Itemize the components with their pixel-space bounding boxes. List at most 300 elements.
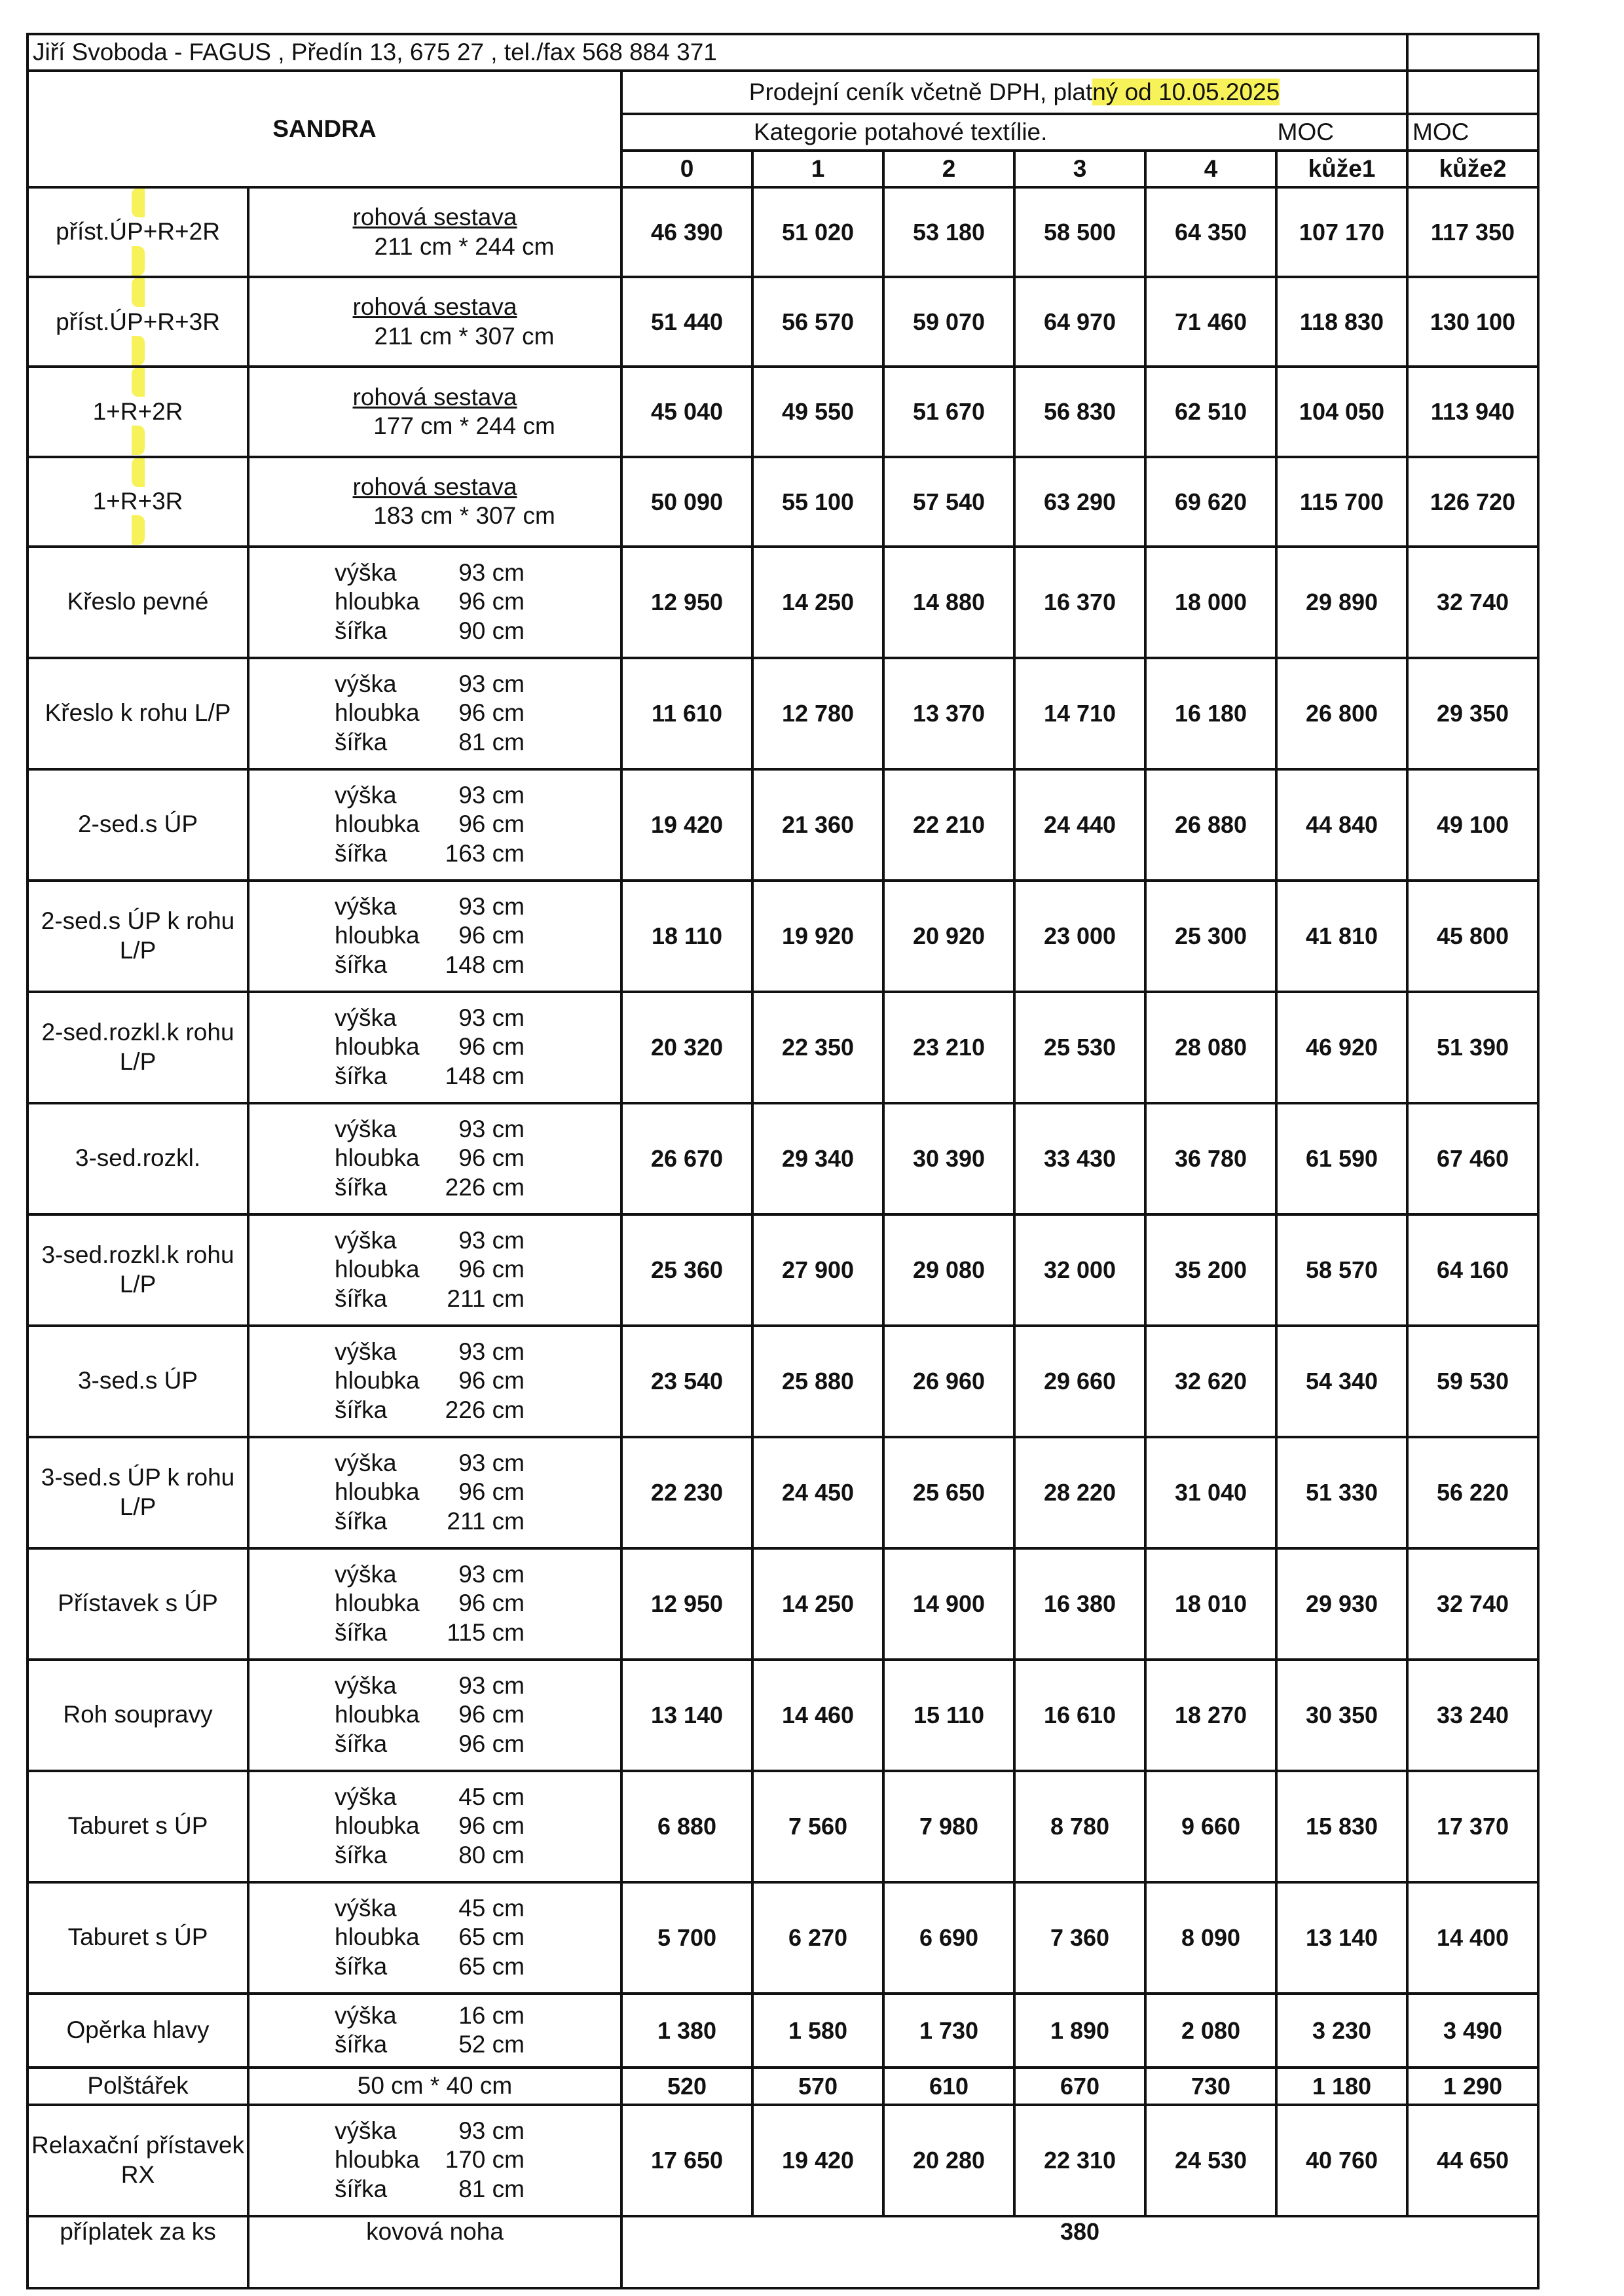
price-cell: 59 530 xyxy=(1407,1326,1538,1437)
price-cell: 32 620 xyxy=(1145,1326,1276,1437)
product-description xyxy=(248,277,621,367)
product-name xyxy=(28,1214,248,1326)
price-cell: 7 360 xyxy=(1014,1882,1145,1994)
price-cell: 25 880 xyxy=(752,1326,883,1437)
product-name xyxy=(28,2105,248,2216)
product-name xyxy=(28,1771,248,1882)
table-row xyxy=(28,1437,1538,1548)
table-row xyxy=(28,2105,1538,2216)
dimension-line xyxy=(249,1783,620,1812)
dimension-label: hloubka xyxy=(335,1812,420,1840)
price-cell: 22 350 xyxy=(752,992,883,1103)
price-cell: 29 890 xyxy=(1276,547,1407,658)
dimension-value: 96 cm xyxy=(458,1812,525,1840)
dimension-label: hloubka xyxy=(335,1144,420,1172)
table-row xyxy=(28,1214,1538,1326)
price-cell: 45 800 xyxy=(1407,881,1538,992)
dimension-value: 170 cm xyxy=(445,2146,525,2174)
price-cell: 1 890 xyxy=(1014,1994,1145,2068)
price-cell: 12 780 xyxy=(752,658,883,769)
product-name xyxy=(28,547,248,658)
dimension-line xyxy=(249,892,620,921)
table-row xyxy=(28,277,1538,367)
description-size: 183 cm * 307 cm xyxy=(373,502,555,530)
table-row xyxy=(28,547,1538,658)
price-cell: 51 440 xyxy=(621,277,752,367)
price-cell: 64 160 xyxy=(1407,1214,1538,1326)
price-cell: 32 000 xyxy=(1014,1214,1145,1326)
product-description xyxy=(248,187,621,277)
price-cell: 31 040 xyxy=(1145,1437,1276,1548)
price-cell: 3 230 xyxy=(1276,1994,1407,2068)
dimension-value: 148 cm xyxy=(445,951,525,978)
price-cell: 13 370 xyxy=(883,658,1014,769)
dimension-label: výška xyxy=(335,1449,397,1477)
dimension-line xyxy=(249,587,620,616)
product-name xyxy=(28,1548,248,1660)
price-cell: 50 090 xyxy=(621,457,752,547)
dimension-value: 96 cm xyxy=(458,1033,525,1061)
dimension-label: šířka xyxy=(335,839,388,867)
price-cell: 1 290 xyxy=(1407,2068,1538,2105)
price-cell: 29 350 xyxy=(1407,658,1538,769)
product-name-label: 3-sed.rozkl.k rohu L/P xyxy=(41,1241,234,1298)
dimension-value: 211 cm xyxy=(447,1507,525,1535)
product-name-label: 3-sed.rozkl. xyxy=(75,1144,201,1172)
price-cell: 51 020 xyxy=(752,187,883,277)
price-cell: 29 930 xyxy=(1276,1548,1407,1660)
price-cell: 1 730 xyxy=(883,1994,1014,2068)
surcharge-description: kovová noha xyxy=(248,2216,621,2288)
dimension-value: 96 cm xyxy=(458,1367,525,1394)
dimension-line xyxy=(249,2175,620,2204)
price-cell: 7 980 xyxy=(883,1771,1014,1882)
price-cell: 30 350 xyxy=(1276,1660,1407,1771)
dimension-line xyxy=(249,1589,620,1618)
product-description xyxy=(248,367,621,456)
price-cell: 15 830 xyxy=(1276,1771,1407,1882)
dimension-value: 93 cm xyxy=(458,559,525,587)
description-title: rohová sestava xyxy=(352,383,517,410)
dimension-line xyxy=(249,2030,620,2059)
price-cell: 22 210 xyxy=(883,769,1014,881)
dimension-value: 96 cm xyxy=(458,699,525,727)
price-cell: 14 460 xyxy=(752,1660,883,1771)
dimension-label: hloubka xyxy=(335,1256,420,1283)
table-row xyxy=(28,1326,1538,1437)
dimension-value: 93 cm xyxy=(458,2117,525,2145)
product-title: SANDRA xyxy=(28,71,621,187)
dimension-label: hloubka xyxy=(335,1367,420,1394)
table-row xyxy=(28,992,1538,1103)
dimension-value: 81 cm xyxy=(458,2175,525,2202)
product-name-label: 2-sed.s ÚP k rohu L/P xyxy=(41,907,235,964)
price-cell: 19 420 xyxy=(621,769,752,881)
product-description xyxy=(248,547,621,658)
table-row xyxy=(28,1882,1538,1994)
dimension-label: šířka xyxy=(335,2175,388,2202)
dimension-line xyxy=(249,1449,620,1478)
product-name-label: Relaxační přístavek RX xyxy=(31,2132,244,2188)
dimension-value: 80 cm xyxy=(458,1841,525,1868)
price-cell: 18 010 xyxy=(1145,1548,1276,1660)
price-cell: 62 510 xyxy=(1145,367,1276,456)
price-cell: 104 050 xyxy=(1276,367,1407,456)
dimension-label: výška xyxy=(335,1227,397,1254)
price-cell: 55 100 xyxy=(752,457,883,547)
price-cell: 8 780 xyxy=(1014,1771,1145,1882)
dimension-line xyxy=(249,2001,620,2030)
company-row xyxy=(28,34,1538,71)
price-cell: 118 830 xyxy=(1276,277,1407,367)
dimension-value: 96 cm xyxy=(458,588,525,615)
product-name xyxy=(28,277,248,367)
dimension-label: výška xyxy=(335,1895,397,1922)
price-cell: 14 250 xyxy=(752,547,883,658)
dimension-label: hloubka xyxy=(335,1590,420,1617)
dimension-value: 93 cm xyxy=(458,1449,525,1477)
dimension-line xyxy=(249,2145,620,2174)
dimension-line xyxy=(249,699,620,727)
dimension-label: výška xyxy=(335,1783,397,1811)
table-row xyxy=(28,881,1538,992)
price-cell: 22 310 xyxy=(1014,2105,1145,2216)
moc-label: MOC xyxy=(1277,118,1334,145)
price-cell: 26 960 xyxy=(883,1326,1014,1437)
dimension-label: výška xyxy=(335,1672,397,1700)
price-cell: 29 340 xyxy=(752,1103,883,1214)
dimension-value: 211 cm xyxy=(447,1285,525,1312)
table-row xyxy=(28,187,1538,277)
price-cell: 58 570 xyxy=(1276,1214,1407,1326)
dimension-label: hloubka xyxy=(335,699,420,727)
price-cell: 59 070 xyxy=(883,277,1014,367)
product-description xyxy=(248,2105,621,2216)
price-cell: 730 xyxy=(1145,2068,1276,2105)
product-name-label: 3-sed.s ÚP xyxy=(77,1367,198,1394)
dimension-label: výška xyxy=(335,2117,397,2145)
product-name-label: Polštářek xyxy=(87,2071,189,2099)
dimension-label: šířka xyxy=(335,1285,388,1312)
dimension-value: 65 cm xyxy=(458,1952,525,1980)
price-note xyxy=(621,71,1407,114)
dimension-value: 148 cm xyxy=(445,1062,525,1089)
dimension-line xyxy=(249,1285,620,1313)
price-cell: 12 950 xyxy=(621,1548,752,1660)
price-cell: 51 390 xyxy=(1407,992,1538,1103)
dimension-value: 93 cm xyxy=(458,1116,525,1143)
price-cell: 2 080 xyxy=(1145,1994,1276,2068)
dimension-value: 226 cm xyxy=(445,1173,525,1201)
blank-cell xyxy=(1407,71,1538,114)
price-cell: 14 710 xyxy=(1014,658,1145,769)
price-cell: 115 700 xyxy=(1276,457,1407,547)
dimension-value: 65 cm xyxy=(458,1923,525,1951)
moc-label-2: MOC xyxy=(1407,114,1538,151)
dimension-line xyxy=(249,1730,620,1758)
dimension-label: šířka xyxy=(335,951,388,978)
dimension-value: 96 cm xyxy=(458,1478,525,1506)
price-cell: 56 570 xyxy=(752,277,883,367)
price-cell: 16 370 xyxy=(1014,547,1145,658)
dimension-label: výška xyxy=(335,2001,397,2029)
product-name-label: Roh soupravy xyxy=(63,1701,213,1728)
dimension-label: výška xyxy=(335,559,397,587)
product-name xyxy=(28,658,248,769)
price-cell: 26 670 xyxy=(621,1103,752,1214)
price-cell: 25 300 xyxy=(1145,881,1276,992)
dimension-label: výška xyxy=(335,1004,397,1032)
price-cell: 24 530 xyxy=(1145,2105,1276,2216)
product-name xyxy=(28,1994,248,2068)
dimension-line xyxy=(249,1062,620,1091)
price-cell: 670 xyxy=(1014,2068,1145,2105)
price-cell: 113 940 xyxy=(1407,367,1538,456)
price-cell: 9 660 xyxy=(1145,1771,1276,1882)
product-description xyxy=(248,1548,621,1660)
price-cell: 126 720 xyxy=(1407,457,1538,547)
description-size: 211 cm * 307 cm xyxy=(374,322,555,350)
dimension-line xyxy=(249,1952,620,1981)
dimension-label: šířka xyxy=(335,2031,388,2058)
price-cell: 58 500 xyxy=(1014,187,1145,277)
dimension-value: 93 cm xyxy=(458,893,525,920)
price-cell: 17 650 xyxy=(621,2105,752,2216)
dimension-line xyxy=(249,781,620,810)
column-header: kůže2 xyxy=(1407,151,1538,187)
price-cell: 23 000 xyxy=(1014,881,1145,992)
product-name xyxy=(28,457,248,547)
price-cell: 44 840 xyxy=(1276,769,1407,881)
dimension-label: šířka xyxy=(335,1841,388,1868)
product-description xyxy=(248,1882,621,1994)
price-cell: 24 440 xyxy=(1014,769,1145,881)
dimension-label: šířka xyxy=(335,1730,388,1757)
price-cell: 28 220 xyxy=(1014,1437,1145,1548)
dimension-line xyxy=(249,1812,620,1840)
validity-date: ný od 10.05.2025 xyxy=(1092,78,1280,105)
description-size: 211 cm * 244 cm xyxy=(374,232,555,260)
product-description xyxy=(248,1214,621,1326)
table-row xyxy=(28,769,1538,881)
price-cell: 51 670 xyxy=(883,367,1014,456)
dimension-line xyxy=(249,617,620,646)
price-cell: 14 250 xyxy=(752,1548,883,1660)
surcharge-price: 380 xyxy=(621,2216,1538,2288)
price-cell: 6 690 xyxy=(883,1882,1014,1994)
dimension-line xyxy=(249,558,620,587)
price-cell: 23 210 xyxy=(883,992,1014,1103)
table-row xyxy=(28,457,1538,547)
price-cell: 41 810 xyxy=(1276,881,1407,992)
product-description xyxy=(248,658,621,769)
price-cell: 18 270 xyxy=(1145,1660,1276,1771)
price-cell: 130 100 xyxy=(1407,277,1538,367)
product-name xyxy=(28,1326,248,1437)
dimension-label: šířka xyxy=(335,1062,388,1089)
price-cell: 24 450 xyxy=(752,1437,883,1548)
highlight-marker xyxy=(29,367,247,455)
price-cell: 7 560 xyxy=(752,1771,883,1882)
price-cell: 23 540 xyxy=(621,1326,752,1437)
dimension-line xyxy=(249,1478,620,1506)
price-cell: 570 xyxy=(752,2068,883,2105)
dimension-line xyxy=(249,1700,620,1729)
product-name xyxy=(28,1437,248,1548)
dimension-value: 226 cm xyxy=(445,1396,525,1423)
dimension-value: 93 cm xyxy=(458,670,525,698)
price-cell: 63 290 xyxy=(1014,457,1145,547)
product-description xyxy=(248,1660,621,1771)
dimension-label: šířka xyxy=(335,617,388,644)
price-cell: 32 740 xyxy=(1407,1548,1538,1660)
column-header: 0 xyxy=(621,151,752,187)
column-header: kůže1 xyxy=(1276,151,1407,187)
price-cell: 67 460 xyxy=(1407,1103,1538,1214)
price-cell: 20 920 xyxy=(883,881,1014,992)
dimension-label: šířka xyxy=(335,1396,388,1423)
dimension-line xyxy=(249,1226,620,1255)
price-cell: 69 620 xyxy=(1145,457,1276,547)
price-cell: 54 340 xyxy=(1276,1326,1407,1437)
dimension-line xyxy=(249,1366,620,1395)
price-cell: 64 970 xyxy=(1014,277,1145,367)
category-label: Kategorie potahové textílie. xyxy=(754,118,1048,145)
price-cell: 51 330 xyxy=(1276,1437,1407,1548)
price-cell: 14 400 xyxy=(1407,1882,1538,1994)
product-name xyxy=(28,769,248,881)
dimension-line xyxy=(249,1032,620,1061)
price-cell: 22 230 xyxy=(621,1437,752,1548)
dimension-value: 81 cm xyxy=(458,728,525,756)
price-cell: 20 320 xyxy=(621,992,752,1103)
price-cell: 56 830 xyxy=(1014,367,1145,456)
dimension-value: 163 cm xyxy=(445,839,525,867)
dimension-value: 93 cm xyxy=(458,1338,525,1366)
dimension-label: výška xyxy=(335,893,397,920)
dimension-label: hloubka xyxy=(335,811,420,838)
highlight-marker xyxy=(29,188,247,276)
dimension-line xyxy=(249,728,620,757)
product-name xyxy=(28,1660,248,1771)
dimension-line xyxy=(249,2117,620,2145)
dimension-label: výška xyxy=(335,782,397,809)
price-cell: 17 370 xyxy=(1407,1771,1538,1882)
dimension-line xyxy=(249,670,620,699)
price-cell: 33 240 xyxy=(1407,1660,1538,1771)
dimension-label: hloubka xyxy=(335,1033,420,1061)
price-cell: 49 100 xyxy=(1407,769,1538,881)
price-cell: 5 700 xyxy=(621,1882,752,1994)
price-cell: 49 550 xyxy=(752,367,883,456)
price-cell: 1 580 xyxy=(752,1994,883,2068)
dimension-line xyxy=(249,1144,620,1173)
dimension-label: výška xyxy=(335,1561,397,1588)
price-cell: 36 780 xyxy=(1145,1103,1276,1214)
product-description xyxy=(248,1437,621,1548)
price-cell: 610 xyxy=(883,2068,1014,2105)
dimension-label: šířka xyxy=(335,1173,388,1201)
product-name-label: Přístavek s ÚP xyxy=(58,1590,218,1617)
surcharge-row xyxy=(28,2216,1538,2288)
product-name-label: příst.ÚP+R+2R xyxy=(56,218,220,246)
product-description xyxy=(248,1103,621,1214)
price-cell: 1 180 xyxy=(1276,2068,1407,2105)
dimension-label: šířka xyxy=(335,728,388,756)
table-row xyxy=(28,1660,1538,1771)
dimension-label: šířka xyxy=(335,1952,388,1980)
price-cell: 71 460 xyxy=(1145,277,1276,367)
product-name xyxy=(28,367,248,456)
price-cell: 33 430 xyxy=(1014,1103,1145,1214)
dimension-value: 96 cm xyxy=(458,811,525,838)
price-cell: 14 900 xyxy=(883,1548,1014,1660)
dimension-label: šířka xyxy=(335,1618,388,1646)
price-cell: 46 920 xyxy=(1276,992,1407,1103)
dimension-value: 96 cm xyxy=(458,1730,525,1757)
category-header xyxy=(621,114,1407,151)
dimension-label: hloubka xyxy=(335,2146,420,2174)
dimension-label: hloubka xyxy=(335,1701,420,1728)
dimension-label: hloubka xyxy=(335,1478,420,1506)
dimension-line xyxy=(249,951,620,979)
price-cell: 27 900 xyxy=(752,1214,883,1326)
price-cell: 18 110 xyxy=(621,881,752,992)
price-cell: 520 xyxy=(621,2068,752,2105)
dimension-line xyxy=(249,1560,620,1589)
dimension-value: 16 cm xyxy=(458,2001,525,2029)
dimension-value: 96 cm xyxy=(458,1701,525,1728)
dimension-value: 45 cm xyxy=(458,1783,525,1811)
description-title: rohová sestava xyxy=(352,473,517,500)
price-cell: 61 590 xyxy=(1276,1103,1407,1214)
price-cell: 46 390 xyxy=(621,187,752,277)
dimension-value: 96 cm xyxy=(458,1256,525,1283)
price-cell: 64 350 xyxy=(1145,187,1276,277)
dimension-label: výška xyxy=(335,1116,397,1143)
dimension-line xyxy=(249,1396,620,1425)
price-cell: 53 180 xyxy=(883,187,1014,277)
price-cell: 26 880 xyxy=(1145,769,1276,881)
dimension-line xyxy=(249,1173,620,1202)
dimension-line xyxy=(249,810,620,839)
price-cell: 28 080 xyxy=(1145,992,1276,1103)
dimension-line xyxy=(249,1255,620,1284)
dimension-value: 93 cm xyxy=(458,1672,525,1700)
product-description xyxy=(248,457,621,547)
product-name-label: příst.ÚP+R+3R xyxy=(56,308,220,335)
price-cell: 16 180 xyxy=(1145,658,1276,769)
product-description xyxy=(248,1326,621,1437)
table-row xyxy=(28,1771,1538,1882)
product-description xyxy=(248,769,621,881)
dimension-label: hloubka xyxy=(335,588,420,615)
price-cell: 13 140 xyxy=(621,1660,752,1771)
price-cell: 57 540 xyxy=(883,457,1014,547)
dimension-value: 96 cm xyxy=(458,922,525,949)
dimension-line xyxy=(249,1923,620,1952)
dimension-line xyxy=(249,1671,620,1700)
product-name-label: Taburet s ÚP xyxy=(67,1923,208,1951)
price-cell: 21 360 xyxy=(752,769,883,881)
price-cell: 8 090 xyxy=(1145,1882,1276,1994)
price-cell: 14 880 xyxy=(883,547,1014,658)
product-name-label: Opěrka hlavy xyxy=(66,2016,210,2043)
table-row xyxy=(28,367,1538,456)
product-name-label: Taburet s ÚP xyxy=(67,1812,208,1840)
price-cell: 12 950 xyxy=(621,547,752,658)
price-cell: 18 000 xyxy=(1145,547,1276,658)
